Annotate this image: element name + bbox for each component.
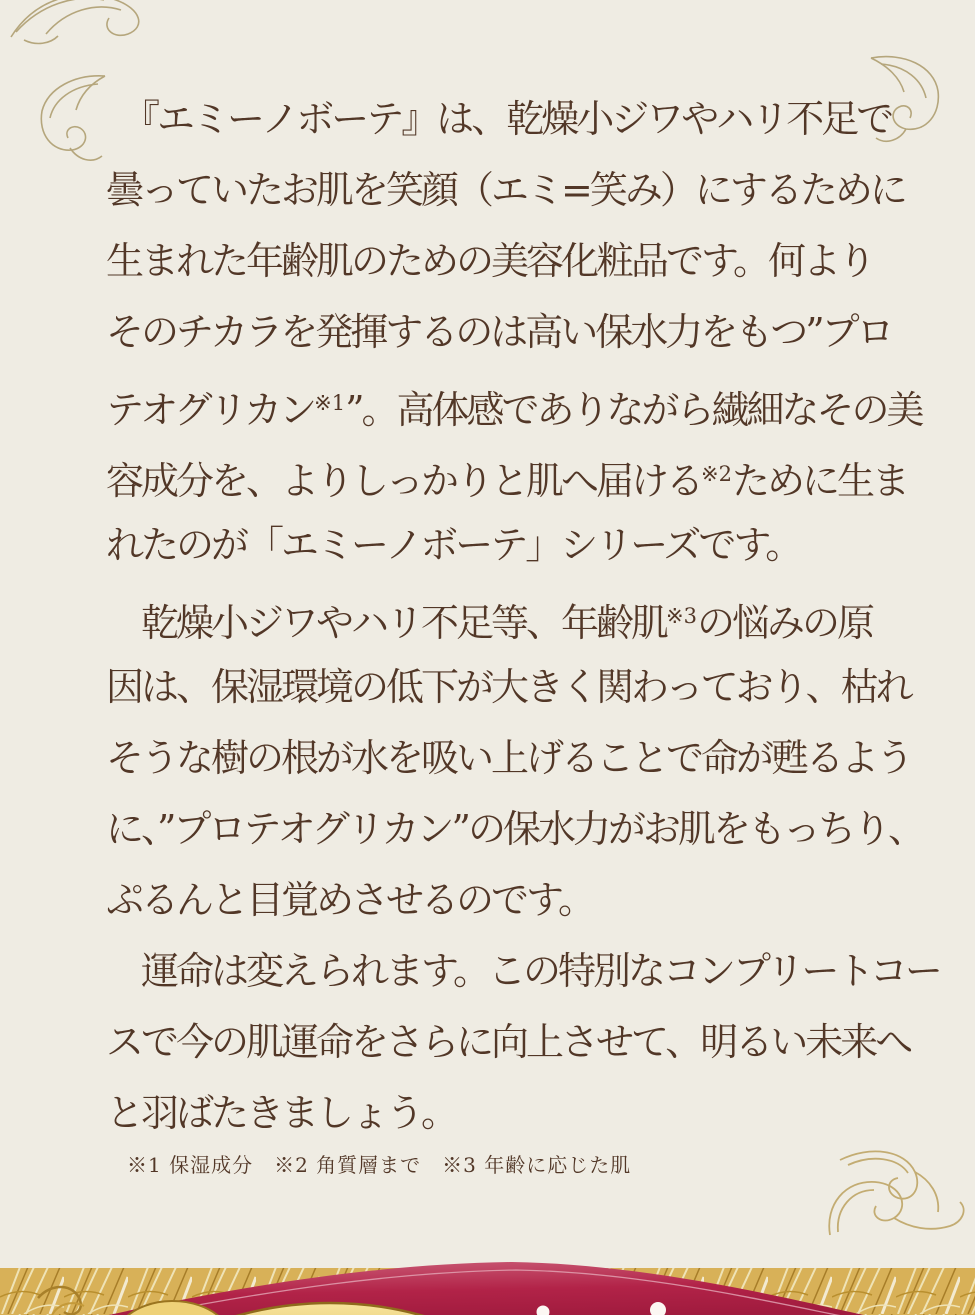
text-segment: の悩みの原 [696, 601, 872, 645]
text-line [106, 439, 907, 510]
text-segment: れたのが「エミーノボーテ」シリーズです。 [106, 523, 801, 567]
text-segment: 因は、保湿環境の低下が大きく関わっており、枯れ [106, 665, 911, 709]
scroll-flourish-top-left-icon [6, 0, 158, 54]
text-line [106, 1007, 911, 1078]
footnote-reference-mark: ※2 [701, 462, 732, 486]
text-line [106, 368, 922, 439]
paragraph [106, 84, 922, 581]
text-line [106, 84, 892, 155]
text-segment: 『エミーノボーテ』は、乾燥小ジワやハリ不足で [106, 97, 892, 141]
text-segment: 曇っていたお肌を笑顔（エミ=笑み）にするために [106, 168, 905, 212]
text-segment: そうな樹の根が水を吸い上げることで命が甦るよう [106, 736, 912, 780]
text-segment: ために生ま [731, 459, 907, 503]
text-line [106, 155, 905, 226]
paragraph [106, 581, 923, 936]
text-segment: に、”プロテオグリカン”の保水力がお肌をもっちり、 [106, 807, 923, 851]
text-line [106, 794, 923, 865]
text-segment: と羽ばたきましょう。 [106, 1091, 457, 1135]
text-segment: スで今の肌運命をさらに向上させて、明るい未来へ [106, 1020, 911, 1064]
footnote-reference-mark: ※1 [314, 391, 346, 415]
text-line [106, 652, 911, 723]
text-segment: ぷるんと目覚めさせるのです。 [106, 878, 593, 922]
body-text [106, 84, 940, 1149]
text-line [106, 723, 912, 794]
text-line [106, 865, 886, 936]
text-line [106, 297, 892, 368]
text-line [106, 1078, 886, 1149]
text-segment: 運命は変えられます。この特別なコンプリートコー [106, 949, 940, 993]
paragraph [106, 936, 940, 1149]
text-segment: テオグリカン [106, 388, 315, 432]
text-line [106, 226, 886, 297]
text-segment: ”。高体感でありながら繊細なその美 [345, 388, 922, 432]
text-line [106, 581, 886, 652]
text-line [106, 936, 940, 1007]
footnote: ※1 保湿成分 ※2 角質層まで ※3 年齢に応じた肌 [127, 1153, 632, 1177]
footnote-reference-mark: ※3 [666, 604, 697, 628]
text-line [106, 510, 886, 581]
text-segment: 乾燥小ジワやハリ不足等、年齢肌 [106, 601, 667, 645]
text-segment: 生まれた年齢肌のための美容化粧品です。何より [106, 239, 873, 283]
bottom-decorative-band [0, 1220, 975, 1315]
text-segment: そのチカラを発揮するのは高い保水力をもつ”プロ [106, 310, 892, 354]
text-segment: 容成分を、よりしっかりと肌へ届ける [106, 459, 702, 503]
